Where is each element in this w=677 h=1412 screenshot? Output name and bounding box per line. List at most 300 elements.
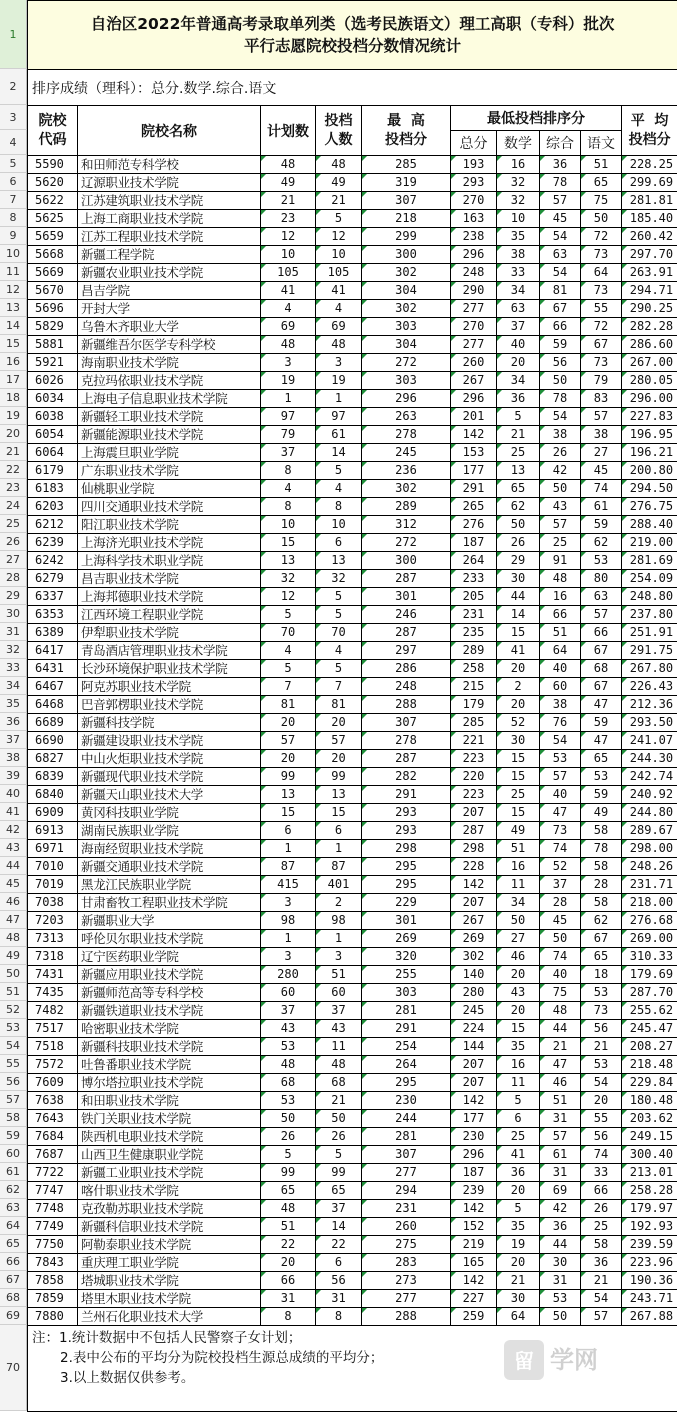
cell-math[interactable]: 50	[497, 516, 540, 534]
cell-school-name[interactable]: 新疆科信职业技术学院	[78, 1218, 261, 1236]
cell-comprehensive[interactable]: 57	[540, 192, 581, 210]
cell-comprehensive[interactable]: 40	[540, 786, 581, 804]
cell-average[interactable]: 240.92	[622, 786, 677, 804]
row-header[interactable]: 15	[0, 335, 27, 353]
cell-average[interactable]: 237.80	[622, 606, 677, 624]
cell-plan[interactable]: 60	[261, 984, 316, 1002]
cell-max-score[interactable]: 296	[362, 390, 451, 408]
cell-max-score[interactable]: 300	[362, 552, 451, 570]
row-header[interactable]: 48	[0, 929, 27, 947]
cell-code[interactable]: 6034	[28, 390, 78, 408]
cell-plan[interactable]: 32	[261, 570, 316, 588]
cell-comprehensive[interactable]: 54	[540, 264, 581, 282]
cell-comprehensive[interactable]: 73	[540, 822, 581, 840]
row-header[interactable]: 13	[0, 299, 27, 317]
cell-max-score[interactable]: 281	[362, 1128, 451, 1146]
cell-max-score[interactable]: 269	[362, 930, 451, 948]
cell-total[interactable]: 220	[451, 768, 497, 786]
cell-admitted[interactable]: 43	[316, 1020, 362, 1038]
cell-total[interactable]: 296	[451, 390, 497, 408]
cell-admitted[interactable]: 1	[316, 930, 362, 948]
cell-language[interactable]: 57	[581, 408, 622, 426]
cell-plan[interactable]: 66	[261, 1272, 316, 1290]
row-header[interactable]: 40	[0, 785, 27, 803]
cell-average[interactable]: 180.48	[622, 1092, 677, 1110]
cell-max-score[interactable]: 244	[362, 1110, 451, 1128]
cell-admitted[interactable]: 6	[316, 1254, 362, 1272]
cell-comprehensive[interactable]: 53	[540, 750, 581, 768]
cell-plan[interactable]: 5	[261, 606, 316, 624]
cell-total[interactable]: 219	[451, 1236, 497, 1254]
cell-language[interactable]: 55	[581, 300, 622, 318]
cell-comprehensive[interactable]: 57	[540, 1128, 581, 1146]
row-header[interactable]: 57	[0, 1091, 27, 1109]
cell-max-score[interactable]: 248	[362, 678, 451, 696]
cell-comprehensive[interactable]: 44	[540, 1236, 581, 1254]
cell-math[interactable]: 20	[497, 1182, 540, 1200]
cell-admitted[interactable]: 5	[316, 606, 362, 624]
cell-total[interactable]: 264	[451, 552, 497, 570]
cell-school-name[interactable]: 塔里木职业技术学院	[78, 1290, 261, 1308]
cell-comprehensive[interactable]: 91	[540, 552, 581, 570]
cell-language[interactable]: 73	[581, 354, 622, 372]
cell-average[interactable]: 260.42	[622, 228, 677, 246]
cell-plan[interactable]: 1	[261, 390, 316, 408]
cell-code[interactable]: 6839	[28, 768, 78, 786]
cell-max-score[interactable]: 286	[362, 660, 451, 678]
cell-admitted[interactable]: 5	[316, 210, 362, 228]
header-plan[interactable]: 计划数	[261, 106, 316, 156]
cell-school-name[interactable]: 铁门关职业技术学院	[78, 1110, 261, 1128]
cell-comprehensive[interactable]: 66	[540, 606, 581, 624]
cell-school-name[interactable]: 仙桃职业学院	[78, 480, 261, 498]
sort-note[interactable]: 排序成绩（理科）：总分.数学.综合.语文	[28, 70, 677, 106]
cell-max-score[interactable]: 300	[362, 246, 451, 264]
cell-language[interactable]: 59	[581, 714, 622, 732]
cell-average[interactable]: 255.62	[622, 1002, 677, 1020]
cell-school-name[interactable]: 昌吉学院	[78, 282, 261, 300]
cell-code[interactable]: 5620	[28, 174, 78, 192]
cell-code[interactable]: 7609	[28, 1074, 78, 1092]
cell-language[interactable]: 28	[581, 876, 622, 894]
row-header[interactable]: 45	[0, 875, 27, 893]
cell-admitted[interactable]: 60	[316, 984, 362, 1002]
cell-plan[interactable]: 15	[261, 804, 316, 822]
cell-total[interactable]: 270	[451, 192, 497, 210]
cell-average[interactable]: 282.28	[622, 318, 677, 336]
cell-school-name[interactable]: 新疆应用职业技术学院	[78, 966, 261, 984]
cell-admitted[interactable]: 20	[316, 714, 362, 732]
cell-school-name[interactable]: 克拉玛依职业技术学院	[78, 372, 261, 390]
cell-admitted[interactable]: 48	[316, 336, 362, 354]
cell-math[interactable]: 35	[497, 228, 540, 246]
cell-language[interactable]: 47	[581, 696, 622, 714]
cell-comprehensive[interactable]: 59	[540, 336, 581, 354]
cell-math[interactable]: 40	[497, 336, 540, 354]
cell-code[interactable]: 6038	[28, 408, 78, 426]
cell-code[interactable]: 6242	[28, 552, 78, 570]
cell-school-name[interactable]: 新疆维吾尔医学专科学校	[78, 336, 261, 354]
cell-code[interactable]: 6467	[28, 678, 78, 696]
cell-math[interactable]: 29	[497, 552, 540, 570]
cell-total[interactable]: 291	[451, 480, 497, 498]
cell-code[interactable]: 5659	[28, 228, 78, 246]
cell-code[interactable]: 6212	[28, 516, 78, 534]
cell-total[interactable]: 248	[451, 264, 497, 282]
cell-plan[interactable]: 81	[261, 696, 316, 714]
cell-admitted[interactable]: 3	[316, 948, 362, 966]
cell-math[interactable]: 2	[497, 678, 540, 696]
row-header[interactable]: 30	[0, 605, 27, 623]
cell-comprehensive[interactable]: 51	[540, 1092, 581, 1110]
row-header[interactable]: 4	[0, 130, 27, 155]
cell-language[interactable]: 67	[581, 642, 622, 660]
cell-total[interactable]: 277	[451, 300, 497, 318]
cell-plan[interactable]: 79	[261, 426, 316, 444]
cell-admitted[interactable]: 8	[316, 1308, 362, 1326]
cell-admitted[interactable]: 48	[316, 156, 362, 174]
cell-code[interactable]: 7843	[28, 1254, 78, 1272]
cell-math[interactable]: 52	[497, 714, 540, 732]
row-header[interactable]: 3	[0, 105, 27, 130]
cell-school-name[interactable]: 新疆能源职业技术学院	[78, 426, 261, 444]
cell-comprehensive[interactable]: 48	[540, 1002, 581, 1020]
cell-comprehensive[interactable]: 42	[540, 1200, 581, 1218]
cell-math[interactable]: 25	[497, 1128, 540, 1146]
cell-comprehensive[interactable]: 42	[540, 462, 581, 480]
row-header[interactable]: 25	[0, 515, 27, 533]
cell-plan[interactable]: 5	[261, 1146, 316, 1164]
row-header[interactable]: 52	[0, 1001, 27, 1019]
cell-max-score[interactable]: 303	[362, 318, 451, 336]
row-header[interactable]: 24	[0, 497, 27, 515]
cell-average[interactable]: 267.00	[622, 354, 677, 372]
cell-total[interactable]: 269	[451, 930, 497, 948]
cell-math[interactable]: 34	[497, 372, 540, 390]
cell-comprehensive[interactable]: 38	[540, 426, 581, 444]
cell-average[interactable]: 196.95	[622, 426, 677, 444]
cell-total[interactable]: 187	[451, 534, 497, 552]
row-header[interactable]: 34	[0, 677, 27, 695]
cell-comprehensive[interactable]: 78	[540, 390, 581, 408]
cell-math[interactable]: 43	[497, 984, 540, 1002]
cell-plan[interactable]: 10	[261, 516, 316, 534]
cell-school-name[interactable]: 阿克苏职业技术学院	[78, 678, 261, 696]
cell-language[interactable]: 64	[581, 264, 622, 282]
cell-plan[interactable]: 65	[261, 1182, 316, 1200]
cell-code[interactable]: 7687	[28, 1146, 78, 1164]
cell-language[interactable]: 45	[581, 462, 622, 480]
cell-language[interactable]: 20	[581, 1092, 622, 1110]
cell-max-score[interactable]: 277	[362, 1164, 451, 1182]
cell-language[interactable]: 65	[581, 948, 622, 966]
cell-math[interactable]: 32	[497, 174, 540, 192]
cell-average[interactable]: 300.40	[622, 1146, 677, 1164]
cell-total[interactable]: 235	[451, 624, 497, 642]
cell-plan[interactable]: 13	[261, 552, 316, 570]
cell-code[interactable]: 5829	[28, 318, 78, 336]
cell-average[interactable]: 241.07	[622, 732, 677, 750]
row-header[interactable]: 43	[0, 839, 27, 857]
cell-plan[interactable]: 20	[261, 714, 316, 732]
cell-language[interactable]: 62	[581, 912, 622, 930]
cell-average[interactable]: 219.00	[622, 534, 677, 552]
cell-admitted[interactable]: 68	[316, 1074, 362, 1092]
cell-average[interactable]: 293.50	[622, 714, 677, 732]
cell-admitted[interactable]: 57	[316, 732, 362, 750]
cell-language[interactable]: 51	[581, 156, 622, 174]
cell-total[interactable]: 140	[451, 966, 497, 984]
cell-code[interactable]: 6389	[28, 624, 78, 642]
cell-average[interactable]: 310.33	[622, 948, 677, 966]
cell-admitted[interactable]: 6	[316, 822, 362, 840]
cell-total[interactable]: 177	[451, 1110, 497, 1128]
cell-admitted[interactable]: 21	[316, 192, 362, 210]
cell-max-score[interactable]: 293	[362, 804, 451, 822]
cell-total[interactable]: 298	[451, 840, 497, 858]
cell-code[interactable]: 7518	[28, 1038, 78, 1056]
cell-math[interactable]: 16	[497, 858, 540, 876]
cell-total[interactable]: 193	[451, 156, 497, 174]
cell-code[interactable]: 7038	[28, 894, 78, 912]
cell-max-score[interactable]: 302	[362, 300, 451, 318]
cell-school-name[interactable]: 海南职业技术学院	[78, 354, 261, 372]
cell-school-name[interactable]: 新疆师范高等专科学校	[78, 984, 261, 1002]
row-header[interactable]: 44	[0, 857, 27, 875]
cell-max-score[interactable]: 264	[362, 1056, 451, 1074]
cell-plan[interactable]: 69	[261, 318, 316, 336]
cell-admitted[interactable]: 105	[316, 264, 362, 282]
cell-language[interactable]: 47	[581, 732, 622, 750]
row-header[interactable]: 6	[0, 173, 27, 191]
cell-max-score[interactable]: 245	[362, 444, 451, 462]
cell-school-name[interactable]: 四川交通职业技术学院	[78, 498, 261, 516]
cell-plan[interactable]: 87	[261, 858, 316, 876]
cell-average[interactable]: 245.47	[622, 1020, 677, 1038]
cell-max-score[interactable]: 297	[362, 642, 451, 660]
cell-comprehensive[interactable]: 45	[540, 210, 581, 228]
cell-max-score[interactable]: 288	[362, 1308, 451, 1326]
row-header[interactable]: 8	[0, 209, 27, 227]
cell-comprehensive[interactable]: 40	[540, 660, 581, 678]
cell-school-name[interactable]: 和田职业技术学院	[78, 1092, 261, 1110]
cell-language[interactable]: 67	[581, 930, 622, 948]
row-header[interactable]: 31	[0, 623, 27, 641]
cell-admitted[interactable]: 48	[316, 1056, 362, 1074]
cell-comprehensive[interactable]: 76	[540, 714, 581, 732]
cell-plan[interactable]: 48	[261, 336, 316, 354]
row-header[interactable]: 11	[0, 263, 27, 281]
row-header[interactable]: 35	[0, 695, 27, 713]
row-header[interactable]: 29	[0, 587, 27, 605]
row-header[interactable]: 37	[0, 731, 27, 749]
cell-math[interactable]: 20	[497, 354, 540, 372]
cell-code[interactable]: 6827	[28, 750, 78, 768]
cell-code[interactable]: 6913	[28, 822, 78, 840]
cell-math[interactable]: 6	[497, 1110, 540, 1128]
cell-total[interactable]: 224	[451, 1020, 497, 1038]
cell-code[interactable]: 7203	[28, 912, 78, 930]
cell-comprehensive[interactable]: 38	[540, 696, 581, 714]
cell-language[interactable]: 33	[581, 1164, 622, 1182]
table-title[interactable]	[28, 1, 677, 70]
cell-plan[interactable]: 6	[261, 822, 316, 840]
cell-plan[interactable]: 5	[261, 660, 316, 678]
cell-max-score[interactable]: 272	[362, 534, 451, 552]
cell-total[interactable]: 163	[451, 210, 497, 228]
cell-comprehensive[interactable]: 51	[540, 624, 581, 642]
cell-admitted[interactable]: 21	[316, 1092, 362, 1110]
header-code[interactable]: 院校 代码	[28, 106, 78, 156]
cell-school-name[interactable]: 黑龙江民族职业学院	[78, 876, 261, 894]
header-comprehensive[interactable]: 综合	[540, 131, 581, 156]
cell-total[interactable]: 260	[451, 354, 497, 372]
cell-math[interactable]: 20	[497, 1002, 540, 1020]
cell-code[interactable]: 6064	[28, 444, 78, 462]
cell-code[interactable]: 7431	[28, 966, 78, 984]
cell-code[interactable]: 7750	[28, 1236, 78, 1254]
cell-language[interactable]: 74	[581, 1146, 622, 1164]
cell-code[interactable]: 7638	[28, 1092, 78, 1110]
cell-admitted[interactable]: 5	[316, 660, 362, 678]
cell-math[interactable]: 20	[497, 696, 540, 714]
cell-code[interactable]: 7749	[28, 1218, 78, 1236]
cell-code[interactable]: 6353	[28, 606, 78, 624]
cell-comprehensive[interactable]: 47	[540, 1056, 581, 1074]
cell-total[interactable]: 142	[451, 1272, 497, 1290]
cell-math[interactable]: 36	[497, 390, 540, 408]
cell-language[interactable]: 59	[581, 516, 622, 534]
cell-school-name[interactable]: 吐鲁番职业技术学院	[78, 1056, 261, 1074]
cell-average[interactable]: 179.97	[622, 1200, 677, 1218]
cell-plan[interactable]: 15	[261, 534, 316, 552]
cell-math[interactable]: 20	[497, 660, 540, 678]
header-total[interactable]: 总分	[451, 131, 497, 156]
cell-max-score[interactable]: 282	[362, 768, 451, 786]
cell-average[interactable]: 185.40	[622, 210, 677, 228]
cell-total[interactable]: 153	[451, 444, 497, 462]
cell-average[interactable]: 291.75	[622, 642, 677, 660]
cell-comprehensive[interactable]: 63	[540, 246, 581, 264]
cell-language[interactable]: 57	[581, 606, 622, 624]
cell-plan[interactable]: 37	[261, 444, 316, 462]
cell-school-name[interactable]: 上海邦德职业技术学院	[78, 588, 261, 606]
cell-total[interactable]: 289	[451, 642, 497, 660]
cell-comprehensive[interactable]: 21	[540, 1038, 581, 1056]
cell-comprehensive[interactable]: 47	[540, 804, 581, 822]
cell-average[interactable]: 276.75	[622, 498, 677, 516]
cell-total[interactable]: 179	[451, 696, 497, 714]
cell-average[interactable]: 218.00	[622, 894, 677, 912]
cell-math[interactable]: 35	[497, 1038, 540, 1056]
cell-plan[interactable]: 8	[261, 498, 316, 516]
cell-language[interactable]: 78	[581, 840, 622, 858]
cell-math[interactable]: 44	[497, 588, 540, 606]
cell-comprehensive[interactable]: 25	[540, 534, 581, 552]
cell-admitted[interactable]: 20	[316, 750, 362, 768]
cell-math[interactable]: 15	[497, 624, 540, 642]
cell-code[interactable]: 7482	[28, 1002, 78, 1020]
cell-admitted[interactable]: 10	[316, 246, 362, 264]
cell-language[interactable]: 67	[581, 678, 622, 696]
cell-school-name[interactable]: 巴音郭楞职业技术学院	[78, 696, 261, 714]
cell-admitted[interactable]: 5	[316, 462, 362, 480]
cell-school-name[interactable]: 喀什职业技术学院	[78, 1182, 261, 1200]
cell-math[interactable]: 41	[497, 1146, 540, 1164]
cell-code[interactable]: 6690	[28, 732, 78, 750]
cell-math[interactable]: 30	[497, 570, 540, 588]
row-header[interactable]: 28	[0, 569, 27, 587]
cell-plan[interactable]: 13	[261, 786, 316, 804]
cell-school-name[interactable]: 上海科学技术职业学院	[78, 552, 261, 570]
cell-max-score[interactable]: 303	[362, 984, 451, 1002]
row-header[interactable]: 19	[0, 407, 27, 425]
cell-math[interactable]: 38	[497, 246, 540, 264]
cell-language[interactable]: 58	[581, 1236, 622, 1254]
row-header[interactable]: 2	[0, 69, 27, 105]
cell-admitted[interactable]: 19	[316, 372, 362, 390]
cell-admitted[interactable]: 1	[316, 390, 362, 408]
cell-admitted[interactable]: 10	[316, 516, 362, 534]
cell-max-score[interactable]: 307	[362, 192, 451, 210]
cell-plan[interactable]: 12	[261, 588, 316, 606]
cell-code[interactable]: 5625	[28, 210, 78, 228]
cell-code[interactable]: 6971	[28, 840, 78, 858]
cell-max-score[interactable]: 254	[362, 1038, 451, 1056]
row-header[interactable]: 60	[0, 1145, 27, 1163]
cell-school-name[interactable]: 昌吉职业技术学院	[78, 570, 261, 588]
cell-average[interactable]: 203.62	[622, 1110, 677, 1128]
cell-school-name[interactable]: 塔城职业技术学院	[78, 1272, 261, 1290]
cell-total[interactable]: 142	[451, 876, 497, 894]
cell-math[interactable]: 15	[497, 1020, 540, 1038]
cell-plan[interactable]: 4	[261, 642, 316, 660]
cell-comprehensive[interactable]: 16	[540, 588, 581, 606]
cell-math[interactable]: 37	[497, 318, 540, 336]
row-header[interactable]: 50	[0, 965, 27, 983]
cell-average[interactable]: 228.25	[622, 156, 677, 174]
cell-max-score[interactable]: 301	[362, 588, 451, 606]
cell-admitted[interactable]: 98	[316, 912, 362, 930]
cell-school-name[interactable]: 上海工商职业技术学院	[78, 210, 261, 228]
cell-admitted[interactable]: 15	[316, 804, 362, 822]
cell-school-name[interactable]: 新疆铁道职业技术学院	[78, 1002, 261, 1020]
cell-math[interactable]: 15	[497, 804, 540, 822]
cell-plan[interactable]: 41	[261, 282, 316, 300]
cell-code[interactable]: 6417	[28, 642, 78, 660]
cell-max-score[interactable]: 218	[362, 210, 451, 228]
cell-school-name[interactable]: 新疆建设职业技术学院	[78, 732, 261, 750]
cell-average[interactable]: 276.68	[622, 912, 677, 930]
header-min-rank-group[interactable]: 最低投档排序分	[451, 106, 622, 131]
row-header[interactable]: 42	[0, 821, 27, 839]
cell-total[interactable]: 177	[451, 462, 497, 480]
cell-math[interactable]: 64	[497, 1308, 540, 1326]
cell-math[interactable]: 19	[497, 1236, 540, 1254]
cell-language[interactable]: 65	[581, 174, 622, 192]
row-header[interactable]: 10	[0, 245, 27, 263]
cell-math[interactable]: 50	[497, 912, 540, 930]
cell-admitted[interactable]: 49	[316, 174, 362, 192]
cell-school-name[interactable]: 乌鲁木齐职业大学	[78, 318, 261, 336]
cell-admitted[interactable]: 22	[316, 1236, 362, 1254]
cell-comprehensive[interactable]: 50	[540, 480, 581, 498]
cell-language[interactable]: 49	[581, 804, 622, 822]
cell-comprehensive[interactable]: 31	[540, 1164, 581, 1182]
cell-max-score[interactable]: 287	[362, 624, 451, 642]
cell-school-name[interactable]: 中山火炬职业技术学院	[78, 750, 261, 768]
cell-total[interactable]: 144	[451, 1038, 497, 1056]
